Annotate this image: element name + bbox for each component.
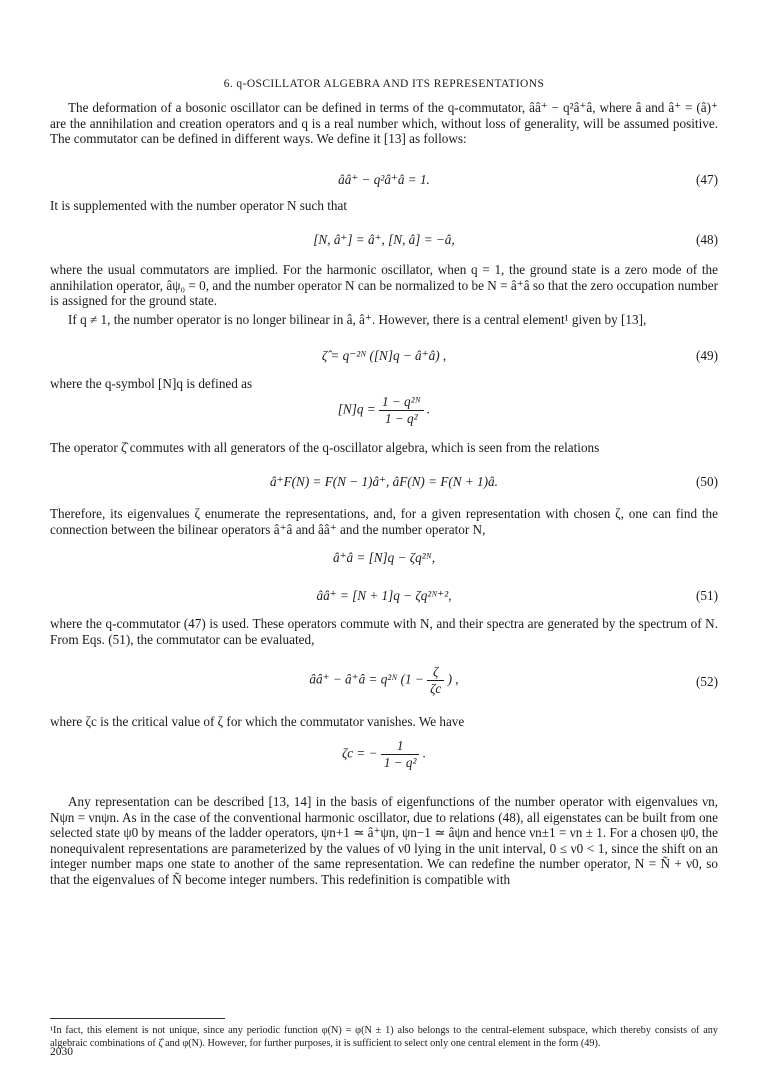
paragraph-operator-commutes: The operator ζ̂ commutes with all generators of the q-oscillator algebra, which is seen from the relations bbox=[50, 440, 600, 455]
q-symbol-lhs: [N]q = bbox=[337, 401, 376, 417]
zeta-c-tail: . bbox=[422, 745, 427, 761]
paragraph-q-symbol: where the q-symbol [N]q is defined as bbox=[50, 376, 253, 391]
page-number: 2030 bbox=[50, 1046, 73, 1058]
paragraph-eigenvalues: Therefore, its eigenvalues ζ enumerate the representations, and, for a given representation with chosen ζ, one can find the connection between the bilinear operators â⁺â and ââ⁺ and the number operator N, bbox=[50, 506, 718, 537]
equation-52-number: (52) bbox=[696, 674, 718, 689]
paragraph-central-element: If q ≠ 1, the number operator is no longer bilinear in â, â⁺. However, there is a central element¹ given by [13], bbox=[68, 312, 647, 327]
q-symbol-denominator: 1 − q² bbox=[384, 411, 418, 426]
equation-52-denominator: ζc bbox=[430, 681, 442, 696]
zeta-c-denominator: 1 − q² bbox=[383, 755, 417, 770]
equation-49-expr: ζ̂ = q⁻²ᴺ ([N]q − â⁺â) , bbox=[321, 348, 447, 363]
paragraph-representation: Any representation can be described [13, 14] in the basis of eigenfunctions of the number operator with eigenvalues νn, Nψn = νnψn. As in the case of the conventional harmonic oscillator, due to relations (48), all eigenstates can be built from one selected state ψ0 by means of the ladder operators, ψn+1 ≃ â⁺ψn, ψn−1 ≃ âψn and hence νn±1 = νn ± 1. For a chosen ψ0, the nonequivalent representations are parameterized by the values of ν0 lying in the unit interval, 0 ≤ ν0 < 1, since the shift on an integer number maps one state to another of the same representation. We can redefine the number operator, N = Ñ + ν0, so that the eigenvalues of Ñ become integer numbers. This redefinition is compatible with bbox=[50, 794, 718, 887]
paragraph-harmonic-oscillator: where the usual commutators are implied. For the harmonic oscillator, when q = 1, the ground state is a zero mode of the annihilation operator, âψ₀ = 0, and the number operator N can be normalized to be N = â⁺â so that the zero occupation number is assigned for the ground state. bbox=[50, 262, 718, 309]
equation-50-number: (50) bbox=[696, 474, 718, 489]
footnote: ¹In fact, this element is not unique, since any periodic function φ(N) = φ(N ± 1) also belongs to the central-element subspace, which thereby consists of any algebraic combinations of ζ̂ and φ(N). However, for further purposes, it is sufficient to select only one central element in the form (49). bbox=[50, 1025, 718, 1049]
q-symbol-tail: . bbox=[426, 401, 431, 417]
zeta-c-lhs: ζc = − bbox=[341, 745, 378, 761]
equation-48-expr: [N, â⁺] = â⁺, [N, â] = −â, bbox=[313, 232, 455, 247]
equation-52-tail: ) , bbox=[447, 671, 459, 687]
q-symbol-numerator: 1 − q²ᴺ bbox=[379, 394, 424, 411]
paragraph-critical-value: where ζc is the critical value of ζ for which the commutator vanishes. We have bbox=[50, 714, 465, 729]
equation-51a-expr: â⁺â = [N]q − ζq²ᴺ, bbox=[332, 550, 436, 565]
equation-52-fraction bbox=[427, 664, 444, 697]
equation-51b-expr: ââ⁺ = [N + 1]q − ζq²ᴺ⁺², bbox=[316, 588, 452, 603]
footnote-rule bbox=[50, 1018, 225, 1019]
section-title: 6. q-OSCILLATOR ALGEBRA AND ITS REPRESENTATIONS bbox=[223, 78, 545, 90]
paragraph-number-operator: It is supplemented with the number operator N such that bbox=[50, 198, 348, 213]
zeta-c-fraction bbox=[381, 738, 420, 771]
equation-51-number: (51) bbox=[696, 588, 718, 603]
zeta-c-numerator: 1 bbox=[381, 738, 420, 755]
equation-47-expr: ââ⁺ − q²â⁺â = 1. bbox=[338, 172, 430, 187]
q-symbol-fraction bbox=[379, 394, 424, 427]
equation-52-numerator: ζ bbox=[427, 664, 444, 681]
equation-50-expr: â⁺F(N) = F(N − 1)â⁺, âF(N) = F(N + 1)â. bbox=[270, 474, 498, 489]
equation-47-number: (47) bbox=[696, 172, 718, 187]
equation-49-number: (49) bbox=[696, 348, 718, 363]
equation-52-lhs: ââ⁺ − â⁺â = q²ᴺ (1 − bbox=[309, 671, 424, 687]
paragraph-intro: The deformation of a bosonic oscillator can be defined in terms of the q-commutator, ââ⁺ − q²â⁺â, where â and â⁺ = (â)⁺ are the annihilation and creation operators and q is a real number which, without loss of generality, will be assumed positive. The commutator can be defined in different ways. We define it [13] as follows: bbox=[50, 100, 718, 147]
equation-48-number: (48) bbox=[696, 232, 718, 247]
paragraph-q-commutator-used: where the q-commutator (47) is used. These operators commute with N, and their spectra are generated by the spectrum of N. From Eqs. (51), the commutator can be evaluated, bbox=[50, 616, 718, 647]
